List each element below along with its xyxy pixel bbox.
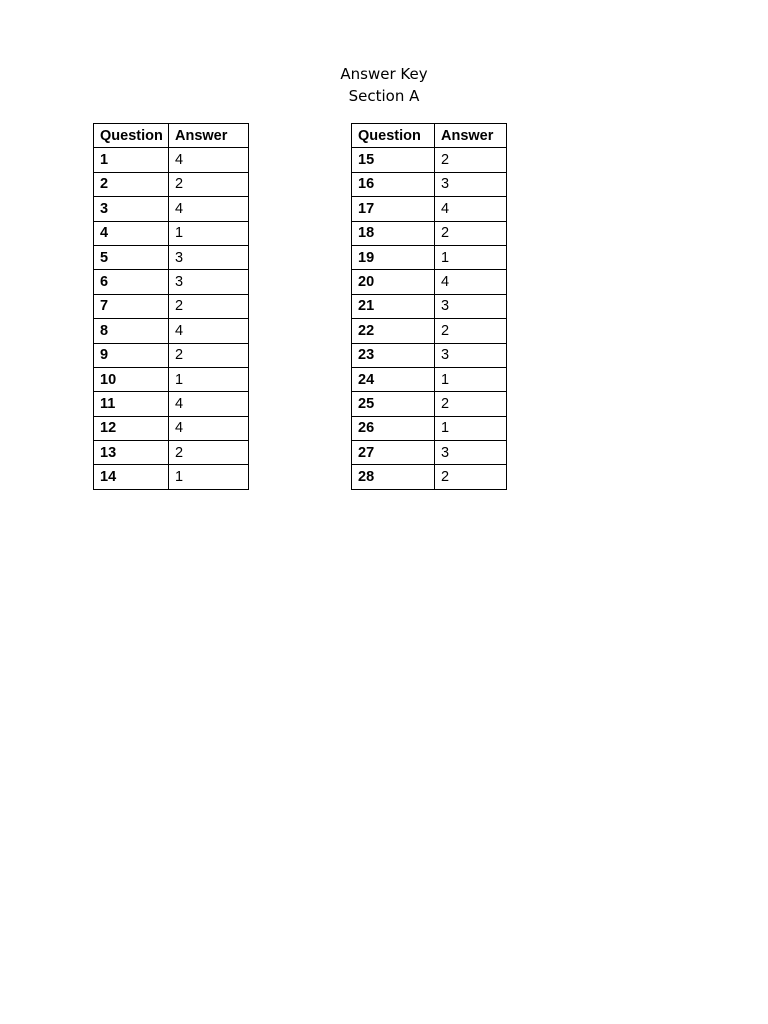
question-number-cell: 17	[352, 197, 435, 221]
answer-cell: 3	[435, 294, 507, 318]
question-number-cell: 27	[352, 441, 435, 465]
table-row	[94, 392, 249, 416]
answer-cell: 2	[169, 172, 249, 196]
answer-cell: 1	[435, 367, 507, 391]
answer-cell: 1	[435, 416, 507, 440]
answer-cell: 2	[435, 221, 507, 245]
table-row	[352, 441, 507, 465]
table-row	[94, 245, 249, 269]
answer-table-right	[351, 123, 507, 490]
answer-cell: 3	[435, 172, 507, 196]
table-row	[94, 148, 249, 172]
table-row	[352, 319, 507, 343]
table-row	[94, 221, 249, 245]
table-row	[352, 148, 507, 172]
page-subtitle: Section A	[348, 87, 420, 105]
question-number-cell: 9	[94, 343, 169, 367]
question-number-cell: 2	[94, 172, 169, 196]
table-row	[352, 221, 507, 245]
table-row	[94, 367, 249, 391]
question-number-cell: 10	[94, 367, 169, 391]
table-row	[94, 172, 249, 196]
question-number-cell: 24	[352, 367, 435, 391]
question-number-cell: 25	[352, 392, 435, 416]
page-title: Answer Key	[340, 65, 428, 83]
table-body-right	[352, 148, 507, 489]
question-number-cell: 26	[352, 416, 435, 440]
answer-cell: 1	[169, 367, 249, 391]
answer-cell: 2	[169, 441, 249, 465]
table-row	[94, 294, 249, 318]
table-row	[352, 343, 507, 367]
question-number-cell: 3	[94, 197, 169, 221]
answer-cell: 2	[435, 319, 507, 343]
question-number-cell: 8	[94, 319, 169, 343]
question-number-cell: 23	[352, 343, 435, 367]
question-number-cell: 7	[94, 294, 169, 318]
answer-cell: 2	[169, 343, 249, 367]
question-number-cell: 28	[352, 465, 435, 489]
answer-cell: 3	[169, 270, 249, 294]
answer-cell: 3	[169, 245, 249, 269]
question-number-cell: 18	[352, 221, 435, 245]
answer-cell: 4	[169, 197, 249, 221]
column-header-question: Question	[94, 124, 169, 148]
table-body-left	[94, 148, 249, 489]
answer-cell: 4	[169, 392, 249, 416]
answer-cell: 2	[435, 148, 507, 172]
answer-cell: 1	[169, 221, 249, 245]
question-number-cell: 20	[352, 270, 435, 294]
question-number-cell: 19	[352, 245, 435, 269]
table-header-row	[352, 124, 507, 148]
table-row	[352, 270, 507, 294]
answer-cell: 4	[169, 319, 249, 343]
answer-cell: 2	[169, 294, 249, 318]
question-number-cell: 11	[94, 392, 169, 416]
column-header-answer: Answer	[435, 124, 507, 148]
table-row	[352, 172, 507, 196]
question-number-cell: 21	[352, 294, 435, 318]
answer-cell: 4	[435, 197, 507, 221]
question-number-cell: 1	[94, 148, 169, 172]
table-row	[352, 294, 507, 318]
question-number-cell: 6	[94, 270, 169, 294]
column-header-answer: Answer	[169, 124, 249, 148]
answer-cell: 1	[169, 465, 249, 489]
question-number-cell: 4	[94, 221, 169, 245]
table-row	[352, 465, 507, 489]
question-number-cell: 14	[94, 465, 169, 489]
answer-cell: 4	[169, 416, 249, 440]
column-header-question: Question	[352, 124, 435, 148]
table-row	[352, 245, 507, 269]
table-row	[94, 441, 249, 465]
table-header-row	[94, 124, 249, 148]
answer-cell: 2	[435, 465, 507, 489]
answer-cell: 4	[169, 148, 249, 172]
table-row	[94, 343, 249, 367]
table-row	[94, 465, 249, 489]
table-row	[352, 416, 507, 440]
answer-cell: 4	[435, 270, 507, 294]
question-number-cell: 16	[352, 172, 435, 196]
question-number-cell: 5	[94, 245, 169, 269]
question-number-cell: 15	[352, 148, 435, 172]
question-number-cell: 13	[94, 441, 169, 465]
answer-cell: 1	[435, 245, 507, 269]
table-row	[352, 392, 507, 416]
table-row	[94, 319, 249, 343]
table-row	[94, 416, 249, 440]
table-row	[352, 197, 507, 221]
answer-cell: 3	[435, 441, 507, 465]
answer-table-left	[93, 123, 249, 490]
table-row	[352, 367, 507, 391]
answer-cell: 3	[435, 343, 507, 367]
table-row	[94, 270, 249, 294]
table-row	[94, 197, 249, 221]
question-number-cell: 22	[352, 319, 435, 343]
answer-cell: 2	[435, 392, 507, 416]
question-number-cell: 12	[94, 416, 169, 440]
